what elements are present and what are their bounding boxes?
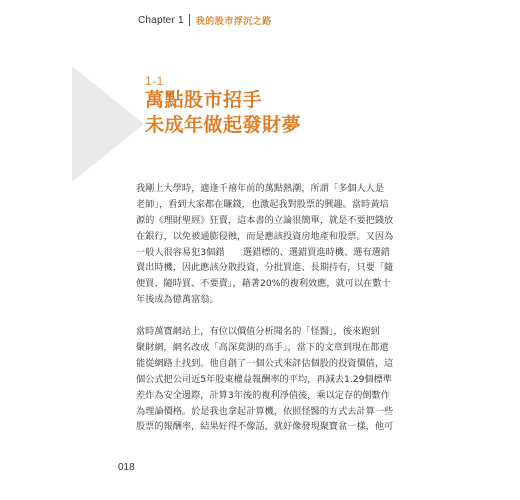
paragraph	[136, 181, 394, 308]
text-line: 聚財網，網名改成「高深莫測的高手」，當下的文章到現在都還	[136, 342, 389, 354]
text-line: 為理論價格。於是我也拿起計算機，依照怪醫的方式去計算一些	[136, 405, 394, 417]
section-title	[145, 88, 301, 138]
text-line: 便買、隨時買、不要賣」，藉著20%的複利效應，就可以在數十	[136, 278, 391, 290]
text-line: 賣出時機，因此應該分散投資、分批買進、長期持有，只要「隨	[136, 262, 394, 274]
header-divider	[189, 14, 190, 26]
text-line: 個公式把公司近5年股東權益報酬率的平均，再減去1.29個標準	[136, 373, 392, 385]
text-line: 當時萬寶網站上，有位以價值分析聞名的「怪醫」，後來跑到	[136, 326, 380, 338]
text-line: 股票的報酬率，結果好得不像話，就好像發現聚寶盆一樣，他可	[136, 421, 394, 433]
section-number: 1-1	[145, 74, 164, 88]
paragraph	[136, 324, 394, 435]
text-line: 我剛上大學時，適逢千禧年前的萬點熱潮，所謂「多個人人是	[136, 183, 385, 194]
section-title-line: 萬點股市招手	[145, 89, 263, 111]
section-title-line: 未成年做起發財夢	[145, 114, 302, 136]
text-line: 一般人很容易犯3個錯 選錯標的、選錯買進時機、選有選錯	[136, 246, 390, 258]
text-line: 在銀行，以免被通膨侵蝕，而是應該投資房地產和股票。又因為	[136, 230, 394, 242]
body-text	[136, 181, 394, 435]
running-header	[138, 12, 272, 28]
text-line: 老師」，看到大家都在賺錢，也激起我對股票的興趣。當時黃培	[136, 198, 389, 210]
text-line: 源的《理財聖經》狂賣，這本書的立論很簡單，就是不要把錢放	[136, 214, 394, 226]
chapter-title: 我的股市浮沉之路	[195, 16, 272, 27]
decorative-triangle	[72, 66, 144, 182]
text-line: 差作為安全邊際，計算3年後的複利淨值後，乘以定存的倒數作	[136, 389, 390, 401]
text-line: 年後成為億萬富翁。	[136, 294, 219, 306]
page-number: 018	[118, 462, 135, 473]
chapter-label: Chapter 1	[138, 14, 184, 26]
text-line: 能從網路上找到。他自創了一個公式來評估個股的投資價值，這	[136, 357, 394, 369]
